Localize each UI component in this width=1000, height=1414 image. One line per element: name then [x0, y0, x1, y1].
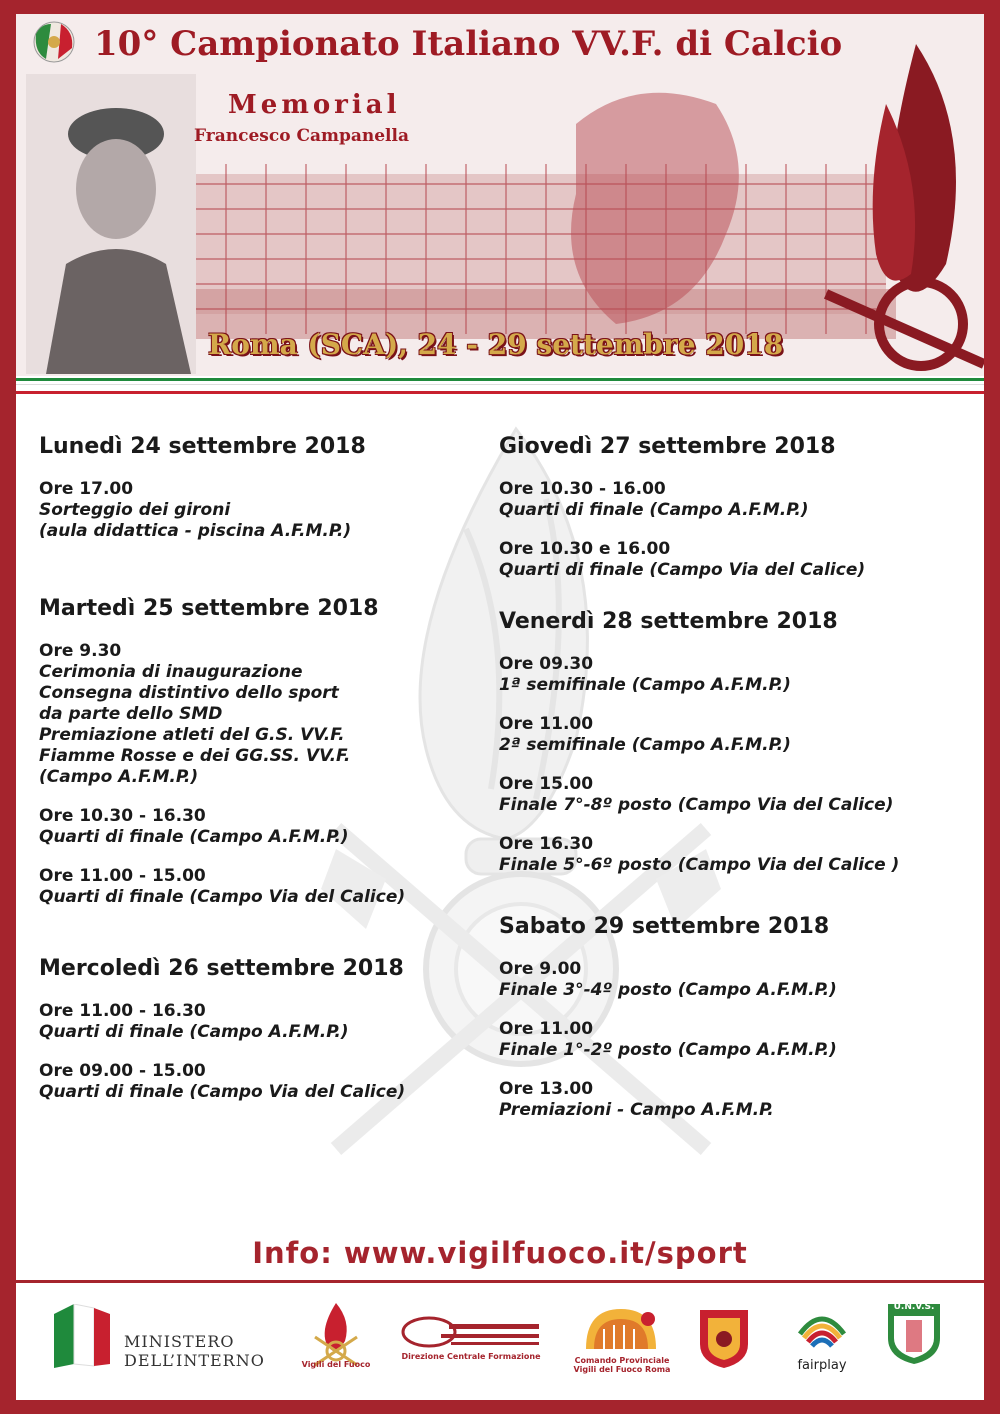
event-time: Ore 11.00 [499, 1019, 594, 1039]
event-time: Ore 11.00 [499, 714, 594, 734]
event-item [39, 641, 469, 788]
event-desc: Premiazioni - Campo A.F.M.P. [499, 1100, 774, 1120]
unvs-caption: U.N.V.S. [893, 1302, 935, 1312]
event-time: Ore 9.00 [499, 959, 582, 979]
italian-flag-icon [54, 1304, 114, 1368]
direzione-caption: Direzione Centrale Formazione [401, 1352, 541, 1361]
event-item [499, 959, 969, 1001]
event-desc: 1ª semifinale (Campo A.F.M.P.) [499, 675, 791, 695]
day-title: Sabato 29 settembre 2018 [499, 914, 830, 939]
day-block [499, 914, 969, 1121]
info-link[interactable]: Info: www.vigilfuoco.it/sport [252, 1236, 748, 1270]
event-item [39, 806, 469, 848]
flag-stripes [16, 378, 984, 400]
day-title: Venerdì 28 settembre 2018 [499, 609, 838, 634]
header-artwork [16, 14, 984, 376]
event-desc: Quarti di finale (Campo Via del Calice) [39, 887, 406, 907]
fairplay-caption: fairplay [797, 1358, 847, 1373]
event-time: Ore 10.30 e 16.00 [499, 539, 671, 559]
day-block [499, 434, 969, 581]
header-banner [16, 14, 984, 376]
event-item [39, 866, 469, 908]
comando-roma-logo [576, 1299, 666, 1359]
event-time: Ore 17.00 [39, 479, 134, 499]
event-desc: Quarti di finale (Campo A.F.M.P.) [39, 1022, 349, 1042]
event-time: Ore 9.30 [39, 641, 122, 661]
poster [16, 14, 984, 1400]
event-desc: 2ª semifinale (Campo A.F.M.P.) [499, 735, 791, 755]
event-desc: Cerimonia di inaugurazione Consegna distintivo dello sport da parte dello SMD Premiazione atleti del G.S. VV.F. Fiamme Rosse e dei GG.SS. VV.F. (Campo A.F.M.P.) [39, 662, 351, 787]
event-time: Ore 09.00 - 15.00 [39, 1061, 206, 1081]
event-time: Ore 10.30 - 16.30 [39, 806, 206, 826]
event-time: Ore 10.30 - 16.00 [499, 479, 666, 499]
header-title: 10° Campionato Italiano VV.F. di Calcio [94, 24, 843, 64]
sports-group-shield-logo [696, 1304, 752, 1370]
header-location: Roma (SCA), 24 - 29 settembre 2018 [208, 328, 784, 361]
event-desc: Quarti di finale (Campo Via del Calice) [39, 1082, 406, 1102]
schedule-right-column [499, 434, 969, 1143]
schedule-left-column [39, 434, 469, 1125]
event-desc: Finale 3°-4º posto (Campo A.F.M.P.) [499, 980, 837, 1000]
event-desc: Sorteggio dei gironi (aula didattica - piscina A.F.M.P.) [39, 500, 352, 541]
event-desc: Finale 5°-6º posto (Campo Via del Calice ) [499, 855, 900, 875]
event-desc: Finale 1°-2º posto (Campo A.F.M.P.) [499, 1040, 837, 1060]
portrait-image [26, 74, 196, 374]
comando-caption: Comando Provinciale Vigili del Fuoco Roma [573, 1356, 671, 1374]
event-desc: Finale 7°-8º posto (Campo Via del Calice) [499, 795, 894, 815]
header-memorial: Memorial [228, 90, 401, 120]
event-time: Ore 09.30 [499, 654, 594, 674]
event-time: Ore 15.00 [499, 774, 594, 794]
day-block [39, 956, 469, 1103]
event-desc: Quarti di finale (Campo Via del Calice) [499, 560, 866, 580]
day-title: Giovedì 27 settembre 2018 [499, 434, 836, 459]
event-desc: Quarti di finale (Campo A.F.M.P.) [39, 827, 349, 847]
vigili-caption: Vigili del Fuoco [301, 1360, 371, 1369]
event-item [499, 1079, 969, 1121]
header-honoree: Francesco Campanella [194, 126, 409, 146]
day-block [39, 596, 469, 908]
event-item [39, 479, 469, 542]
event-item [499, 654, 969, 696]
event-item [39, 1061, 469, 1103]
event-item [39, 1001, 469, 1043]
day-title: Mercoledì 26 settembre 2018 [39, 956, 404, 981]
day-title: Martedì 25 settembre 2018 [39, 596, 379, 621]
event-item [499, 539, 969, 581]
event-item [499, 774, 969, 816]
day-block [39, 434, 469, 542]
event-item [499, 714, 969, 756]
event-item [499, 834, 969, 876]
ministry-label: MINISTERO DELL’INTERNO [124, 1332, 265, 1370]
event-time: Ore 11.00 - 16.30 [39, 1001, 206, 1021]
event-time: Ore 11.00 - 15.00 [39, 866, 206, 886]
event-time: Ore 13.00 [499, 1079, 594, 1099]
event-item [499, 1019, 969, 1061]
direzione-formazione-logo [401, 1314, 541, 1350]
day-block [499, 609, 969, 876]
footer-divider [16, 1280, 984, 1283]
ball-logo [34, 22, 74, 62]
day-title: Lunedì 24 settembre 2018 [39, 434, 366, 459]
event-desc: Quarti di finale (Campo A.F.M.P.) [499, 500, 809, 520]
event-time: Ore 16.30 [499, 834, 594, 854]
event-item [499, 479, 969, 521]
